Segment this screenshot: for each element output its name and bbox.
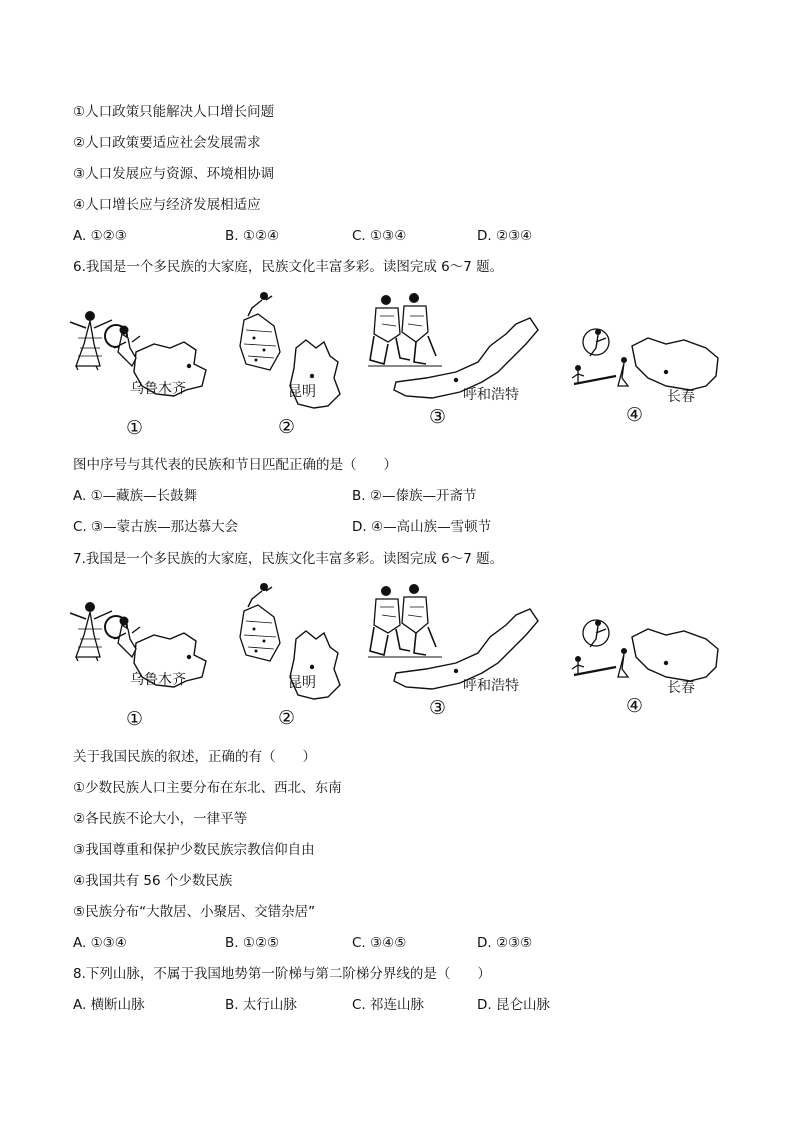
q7-option-a: A. ①③④ <box>73 935 127 951</box>
q6-panel-4 <box>566 286 726 446</box>
q7-option-d: D. ②③⑤ <box>477 935 533 951</box>
q7-panel-number-4: ④ <box>626 695 644 717</box>
q6-city-label-1: 乌鲁木齐 <box>130 381 186 397</box>
peacock-dancer-icon <box>236 286 366 446</box>
q5-option-a: A. ①②③ <box>73 228 127 244</box>
q7-option-b: B. ①②⑤ <box>225 935 280 951</box>
q6-panel-number-2: ② <box>278 416 296 438</box>
q6-intro: 6.我国是一个多民族的大家庭，民族文化丰富多彩。读图完成 6～7 题。 <box>73 259 504 275</box>
q6-option-a: A. ①—藏族—长鼓舞 <box>73 488 198 504</box>
q8-option-b: B. 太行山脉 <box>225 997 297 1013</box>
q7-question: 关于我国民族的叙述，正确的有（ ） <box>73 749 316 765</box>
q6-panel-1 <box>66 286 236 446</box>
dancers-with-drum-icon <box>66 286 236 446</box>
q7-statement-5: ⑤民族分布“大散居、小聚居、交错杂居” <box>73 904 316 920</box>
q7-city-label-4: 长春 <box>667 680 695 696</box>
q7-statement-4: ④我国共有 56 个少数民族 <box>73 873 233 889</box>
q7-intro: 7.我国是一个多民族的大家庭，民族文化丰富多彩。读图完成 6～7 题。 <box>73 551 504 567</box>
seesaw-jumpers-icon <box>566 286 726 446</box>
q7-option-c: C. ③④⑤ <box>352 935 407 951</box>
peacock-dancer-icon <box>236 577 366 737</box>
q6-panel-3 <box>366 286 566 446</box>
q7-panel-1 <box>66 577 236 737</box>
q8-option-a: A. 横断山脉 <box>73 997 145 1013</box>
q8-question: 8.下列山脉，不属于我国地势第一阶梯与第二阶梯分界线的是（ ） <box>73 966 491 982</box>
q5-statement-4: ④人口增长应与经济发展相适应 <box>73 197 261 213</box>
q7-panel-number-3: ③ <box>429 697 447 719</box>
q6-figure <box>66 286 726 446</box>
q7-panel-number-2: ② <box>278 707 296 729</box>
q5-statement-1: ①人口政策只能解决人口增长问题 <box>73 104 275 120</box>
q5-option-c: C. ①③④ <box>352 228 407 244</box>
q8-option-d: D. 昆仑山脉 <box>477 997 550 1013</box>
q8-option-c: C. 祁连山脉 <box>352 997 425 1013</box>
q7-figure <box>66 577 726 737</box>
wrestlers-icon <box>366 577 566 737</box>
wrestlers-icon <box>366 286 566 446</box>
q7-statement-1: ①少数民族人口主要分布在东北、西北、东南 <box>73 780 342 796</box>
q6-option-c: C. ③—蒙古族—那达慕大会 <box>73 519 239 535</box>
q5-statement-3: ③人口发展应与资源、环境相协调 <box>73 166 275 182</box>
q6-panel-2 <box>236 286 366 446</box>
q6-city-label-3: 呼和浩特 <box>463 387 519 403</box>
dancers-with-drum-icon <box>66 577 236 737</box>
q6-option-b: B. ②—傣族—开斋节 <box>352 488 477 504</box>
q5-statement-2: ②人口政策要适应社会发展需求 <box>73 135 261 151</box>
q7-statement-3: ③我国尊重和保护少数民族宗教信仰自由 <box>73 842 315 858</box>
q5-option-b: B. ①②④ <box>225 228 280 244</box>
seesaw-jumpers-icon <box>566 577 726 737</box>
q7-panel-4 <box>566 577 726 737</box>
q7-panel-number-1: ① <box>126 708 144 730</box>
q5-option-d: D. ②③④ <box>477 228 533 244</box>
q6-panel-number-3: ③ <box>429 406 447 428</box>
q6-city-label-4: 长春 <box>667 389 695 405</box>
q6-panel-number-4: ④ <box>626 404 644 426</box>
q7-statement-2: ②各民族不论大小，一律平等 <box>73 811 248 827</box>
q7-panel-2 <box>236 577 366 737</box>
q7-city-label-2: 昆明 <box>288 675 316 691</box>
q6-question: 图中序号与其代表的民族和节日匹配正确的是（ ） <box>73 457 397 473</box>
q7-panel-3 <box>366 577 566 737</box>
q7-city-label-3: 呼和浩特 <box>463 678 519 694</box>
q7-city-label-1: 乌鲁木齐 <box>130 672 186 688</box>
q6-option-d: D. ④—高山族—雪顿节 <box>352 519 492 535</box>
q6-city-label-2: 昆明 <box>288 384 316 400</box>
q6-panel-number-1: ① <box>126 417 144 439</box>
